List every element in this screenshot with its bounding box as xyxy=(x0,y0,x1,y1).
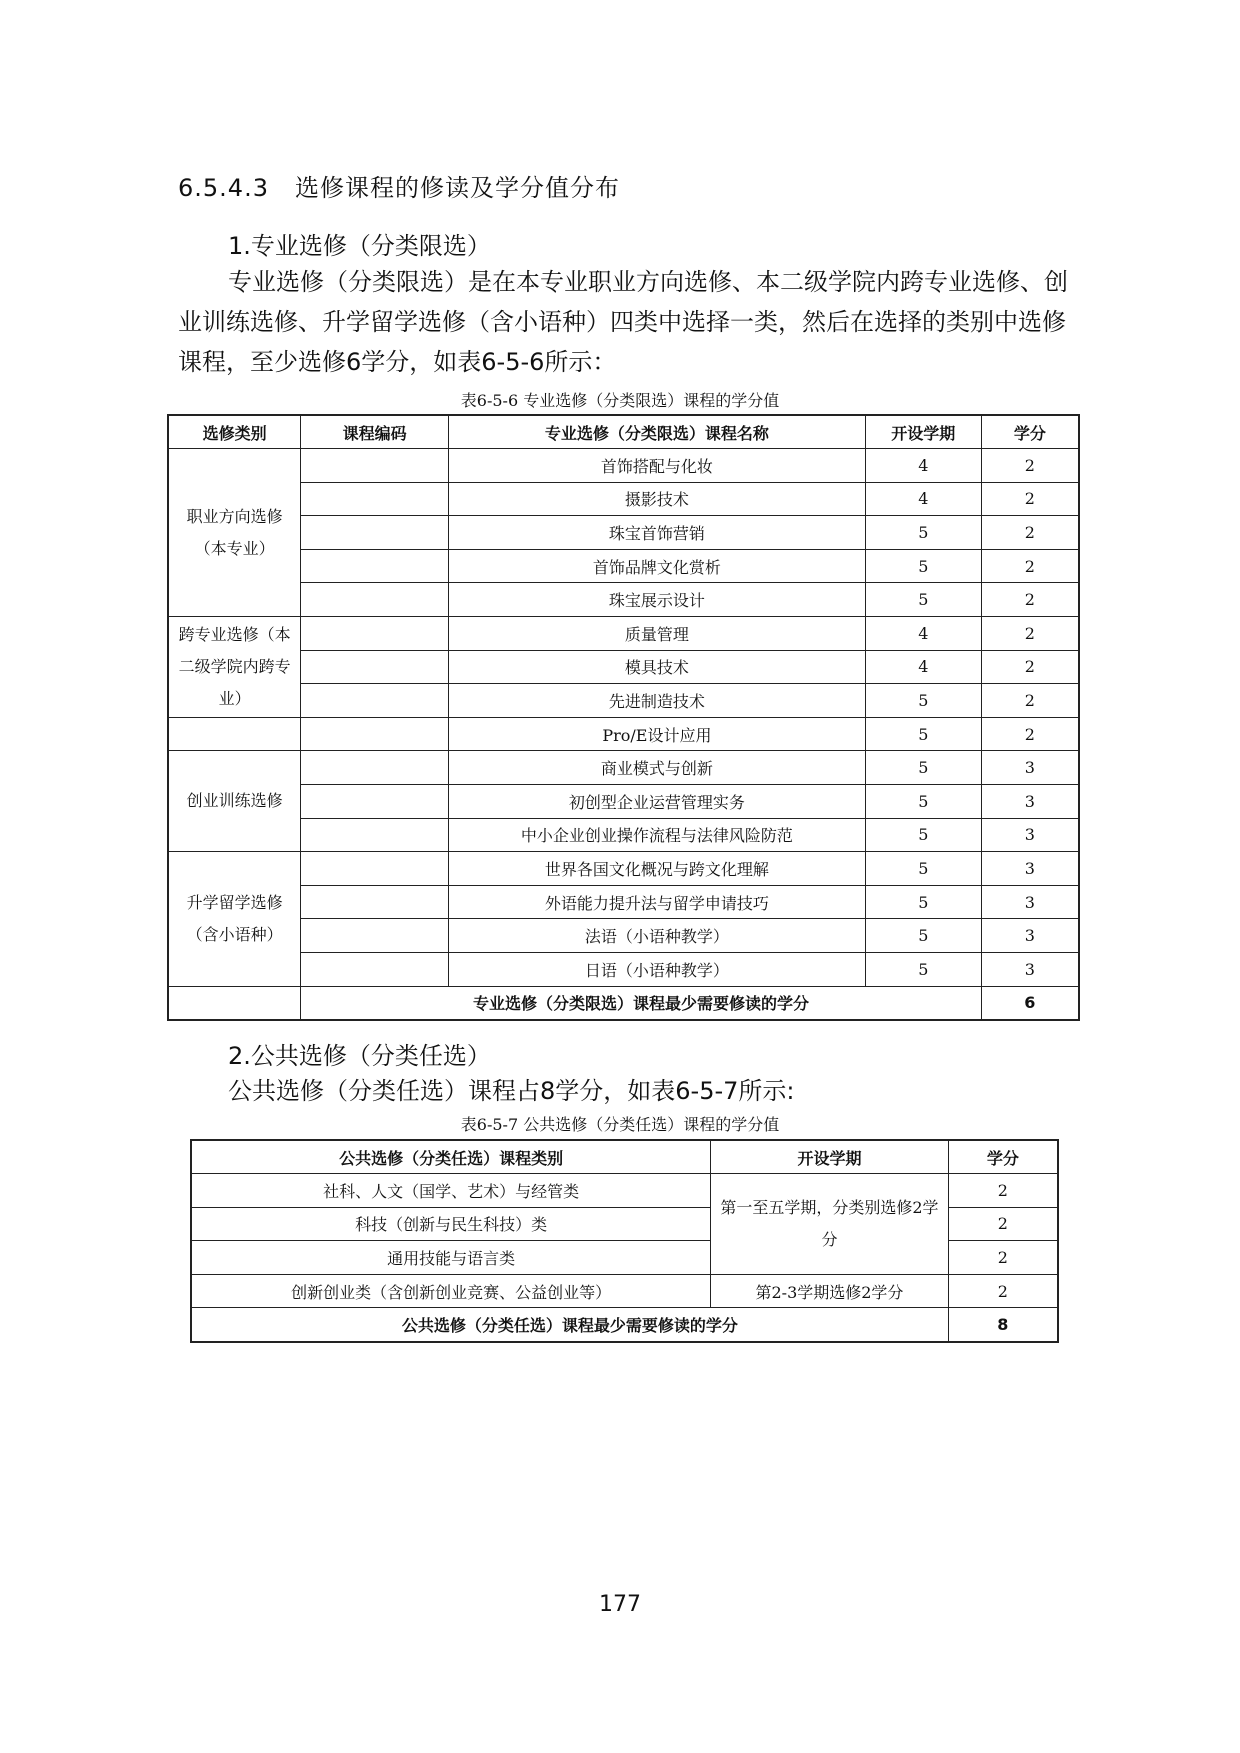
course-name: 日语（小语种教学） xyxy=(448,953,865,987)
course-name: 中小企业创业操作流程与法律风险防范 xyxy=(448,818,865,852)
term-cell: 4 xyxy=(865,617,981,651)
term-cell: 4 xyxy=(865,449,981,483)
term-group-cell: 第一至五学期，分类别选修2学分 xyxy=(711,1174,948,1275)
term-cell: 5 xyxy=(865,919,981,953)
table-row xyxy=(168,449,1079,483)
course-name: 珠宝首饰营销 xyxy=(448,516,865,550)
total-row xyxy=(191,1308,1058,1342)
table-row xyxy=(168,516,1079,550)
table-row xyxy=(191,1174,1058,1208)
credit-cell: 2 xyxy=(948,1207,1058,1241)
table-row xyxy=(168,583,1079,617)
term-cell: 5 xyxy=(865,785,981,819)
term-cell: 5 xyxy=(865,583,981,617)
total-label: 专业选修（分类限选）课程最少需要修读的学分 xyxy=(301,986,981,1020)
subsection-2-paragraph: 公共选修（分类任选）课程占8学分，如表6-5-7所示: xyxy=(228,1077,795,1105)
header-category: 选修类别 xyxy=(168,415,301,449)
table-row xyxy=(168,482,1079,516)
table-row xyxy=(168,785,1079,819)
table1-caption: 表6-5-6 专业选修（分类限选）课程的学分值 xyxy=(460,391,780,410)
term-cell: 4 xyxy=(865,482,981,516)
section-heading xyxy=(178,168,620,203)
table-row xyxy=(168,919,1079,953)
table-row xyxy=(168,684,1079,718)
term-cell: 5 xyxy=(865,684,981,718)
category-cell: 科技（创新与民生科技）类 xyxy=(191,1207,711,1241)
course-name: 珠宝展示设计 xyxy=(448,583,865,617)
category-cell: 跨专业选修（本二级学院内跨专业） xyxy=(168,617,301,718)
credit-cell: 2 xyxy=(981,516,1079,550)
category-cell: 升学留学选修（含小语种） xyxy=(168,852,301,986)
credit-cell: 2 xyxy=(981,717,1079,751)
course-name: 摄影技术 xyxy=(448,482,865,516)
header-name: 专业选修（分类限选）课程名称 xyxy=(448,415,865,449)
total-value: 6 xyxy=(981,986,1079,1020)
course-name: Pro/E设计应用 xyxy=(448,717,865,751)
section-number: 6.5.4.3 xyxy=(178,174,269,202)
section-title: 选修课程的修读及学分值分布 xyxy=(294,174,620,202)
credit-cell: 2 xyxy=(948,1241,1058,1275)
credit-cell: 2 xyxy=(981,549,1079,583)
course-name: 世界各国文化概况与跨文化理解 xyxy=(448,852,865,886)
header-term: 开设学期 xyxy=(865,415,981,449)
credit-cell: 2 xyxy=(981,617,1079,651)
course-name: 外语能力提升法与留学申请技巧 xyxy=(448,885,865,919)
credit-cell: 3 xyxy=(981,818,1079,852)
category-cell: 创新创业类（含创新创业竞赛、公益创业等） xyxy=(191,1274,711,1308)
header-code: 课程编码 xyxy=(301,415,449,449)
credit-cell: 3 xyxy=(981,885,1079,919)
course-name: 初创型企业运营管理实务 xyxy=(448,785,865,819)
credit-cell: 2 xyxy=(981,684,1079,718)
subsection-2-title: 2.公共选修（分类任选） xyxy=(228,1042,491,1070)
term-cell: 第2-3学期选修2学分 xyxy=(711,1274,948,1308)
term-cell: 5 xyxy=(865,751,981,785)
table2-caption: 表6-5-7 公共选修（分类任选）课程的学分值 xyxy=(460,1115,780,1134)
credit-cell: 2 xyxy=(948,1274,1058,1308)
term-cell: 5 xyxy=(865,516,981,550)
course-name: 质量管理 xyxy=(448,617,865,651)
table-row xyxy=(168,852,1079,886)
credit-cell: 2 xyxy=(981,449,1079,483)
table-row xyxy=(168,751,1079,785)
table-row xyxy=(168,953,1079,987)
table-row xyxy=(168,717,1079,751)
category-cell: 社科、人文（国学、艺术）与经管类 xyxy=(191,1174,711,1208)
page-number: 177 xyxy=(599,1592,641,1617)
term-cell: 5 xyxy=(865,818,981,852)
table-row xyxy=(168,650,1079,684)
course-name: 首饰搭配与化妆 xyxy=(448,449,865,483)
course-name: 首饰品牌文化赏析 xyxy=(448,549,865,583)
term-cell: 4 xyxy=(865,650,981,684)
total-value: 8 xyxy=(948,1308,1058,1342)
credit-cell: 3 xyxy=(981,785,1079,819)
credit-cell: 3 xyxy=(981,751,1079,785)
credit-cell: 2 xyxy=(981,482,1079,516)
header-credit: 学分 xyxy=(948,1140,1058,1174)
credit-cell: 2 xyxy=(948,1174,1058,1208)
category-cell: 创业训练选修 xyxy=(168,751,301,852)
category-cell: 通用技能与语言类 xyxy=(191,1241,711,1275)
credit-cell: 3 xyxy=(981,919,1079,953)
subsection-1-title: 1.专业选修（分类限选） xyxy=(228,232,491,260)
table-row xyxy=(168,617,1079,651)
credit-cell: 3 xyxy=(981,852,1079,886)
course-name: 法语（小语种教学） xyxy=(448,919,865,953)
subsection-1-paragraph: 专业选修（分类限选）是在本专业职业方向选修、本二级学院内跨专业选修、创业训练选修、升学留学选修（含小语种）四类中选择一类，然后在选择的类别中选修课程，至少选修6学分，如表6-5-6所示： xyxy=(178,268,1068,376)
credit-cell: 2 xyxy=(981,650,1079,684)
term-cell: 5 xyxy=(865,549,981,583)
term-cell: 5 xyxy=(865,717,981,751)
table-row xyxy=(168,885,1079,919)
course-name: 模具技术 xyxy=(448,650,865,684)
table-row xyxy=(191,1274,1058,1308)
header-category: 公共选修（分类任选）课程类别 xyxy=(191,1140,711,1174)
term-cell: 5 xyxy=(865,953,981,987)
category-cell: 职业方向选修（本专业） xyxy=(168,449,301,617)
elective-table-2 xyxy=(190,1139,1059,1343)
header-term: 开设学期 xyxy=(711,1140,948,1174)
header-credit: 学分 xyxy=(981,415,1079,449)
elective-table-1 xyxy=(167,414,1080,1021)
credit-cell: 2 xyxy=(981,583,1079,617)
course-name: 先进制造技术 xyxy=(448,684,865,718)
credit-cell: 3 xyxy=(981,953,1079,987)
table-row xyxy=(168,549,1079,583)
course-name: 商业模式与创新 xyxy=(448,751,865,785)
total-label: 公共选修（分类任选）课程最少需要修读的学分 xyxy=(191,1308,948,1342)
total-row xyxy=(168,986,1079,1020)
term-cell: 5 xyxy=(865,885,981,919)
table-row xyxy=(168,818,1079,852)
term-cell: 5 xyxy=(865,852,981,886)
